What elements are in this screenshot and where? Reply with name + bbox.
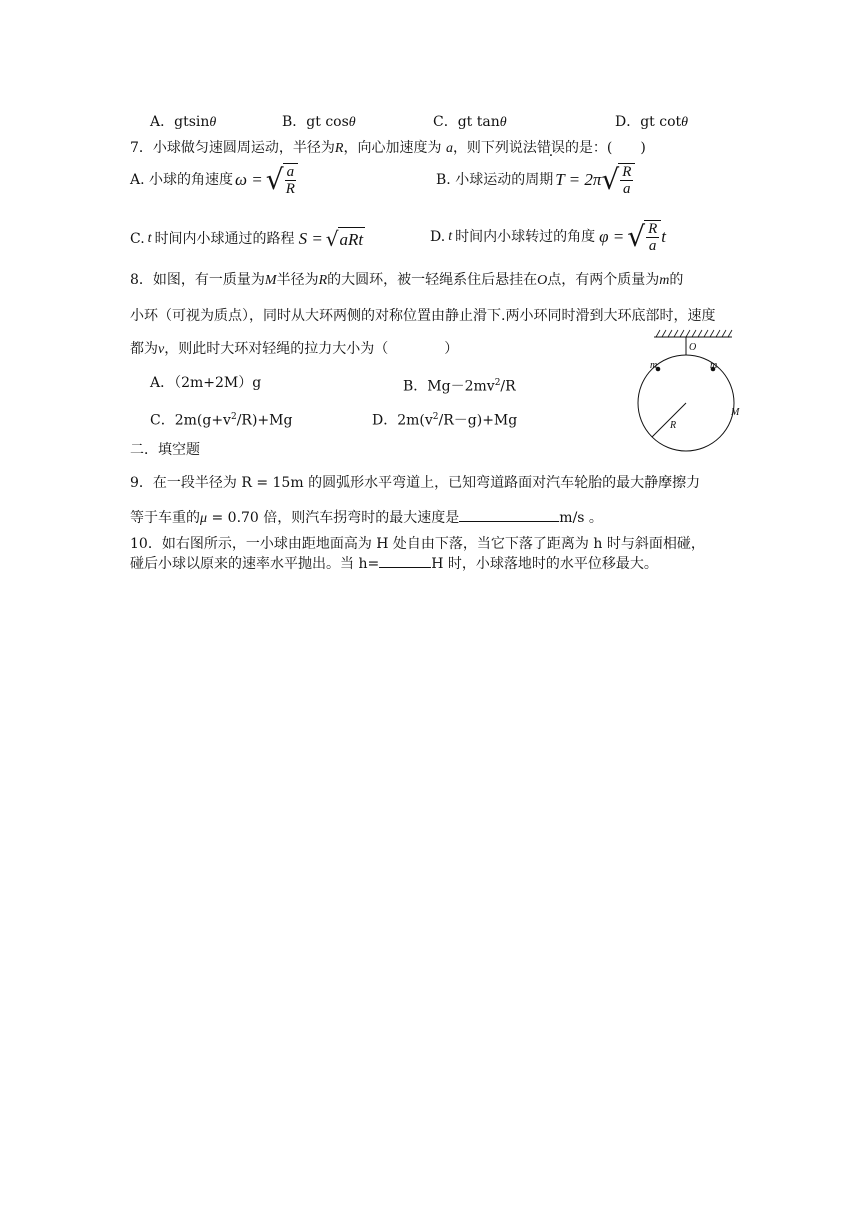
label-M: M xyxy=(731,407,740,418)
q7-emphasis: 错误 xyxy=(536,140,565,156)
q8-option-a: A．（2m+2M）g xyxy=(150,375,262,391)
q7-stem: 7．小球做匀速圆周运动，半径为R，向心加速度为 a，则下列说法错误的是：( ) xyxy=(130,140,646,156)
q7-option-a: A. 小球的角速度 ω = √ $\frac{a}{R}$ xyxy=(130,160,298,200)
q9-line1: 9．在一段半径为 R = 15m 的圆弧形水平弯道上，已知弯道路面对汽车轮胎的最大静摩擦力 xyxy=(130,475,701,491)
q8-line1: 8．如图，有一质量为M半径为R的大圆环，被一轻绳系住后悬挂在O点，有两个质量为m的 xyxy=(130,272,684,288)
q9-answer-blank[interactable] xyxy=(459,521,559,522)
q10-line1: 10．如右图所示，一小球由距地面高为 H 处自由下落，当它下落了距离为 h 时与斜面相碰， xyxy=(130,536,705,552)
q8-option-b: B．$Mg-2mv^2/R$ xyxy=(403,378,516,395)
q10-answer-blank[interactable] xyxy=(379,567,431,568)
q7-option-d: D. t 时间内小球转过的角度 φ = √ $\frac{R}{a}$ t xyxy=(430,220,666,254)
label-m-left: m xyxy=(650,360,658,371)
label-O: O xyxy=(689,342,697,353)
q8-option-d: D．$2m(v^2/R-g)+Mg$ xyxy=(372,412,518,429)
section-fill-in-title: 二．填空题 xyxy=(130,442,200,458)
label-R: R xyxy=(670,420,677,431)
q6-option-b: B．gt cosθ xyxy=(282,114,356,130)
q7-option-b: B. 小球运动的周期 T = 2π √ $\frac{R}{a}$ xyxy=(436,160,635,200)
radius-line xyxy=(652,403,686,437)
q7-option-c: C. t 时间内小球通过的路程 S = √ aRt xyxy=(130,227,364,251)
q9-line2: 等于车重的μ = 0.70 倍，则汽车拐弯时的最大速度是 m/s 。 xyxy=(130,510,603,526)
ring-figure xyxy=(630,326,760,456)
q8-option-c: C．$2m(g+v^2/R)+Mg$ xyxy=(150,412,293,429)
ceiling-hatch xyxy=(656,330,732,337)
q10-line2: 碰后小球以原来的速率水平抛出。当 h= H 时，小球落地时的水平位移最大。 xyxy=(130,556,658,572)
q8-line3: 都为v，则此时大环对轻绳的拉力大小为（ ） xyxy=(130,341,459,357)
q6-option-c: C．gt tanθ xyxy=(433,114,507,130)
q8-line2: 小环（可视为质点），同时从大环两侧的对称位置由静止滑下.两小环同时滑到大环底部时，速度 xyxy=(130,308,716,324)
q6-option-a: A．gtsinθ xyxy=(150,114,217,130)
q6-option-d: D．gt cotθ xyxy=(615,114,689,130)
label-m-right: m xyxy=(710,360,718,371)
